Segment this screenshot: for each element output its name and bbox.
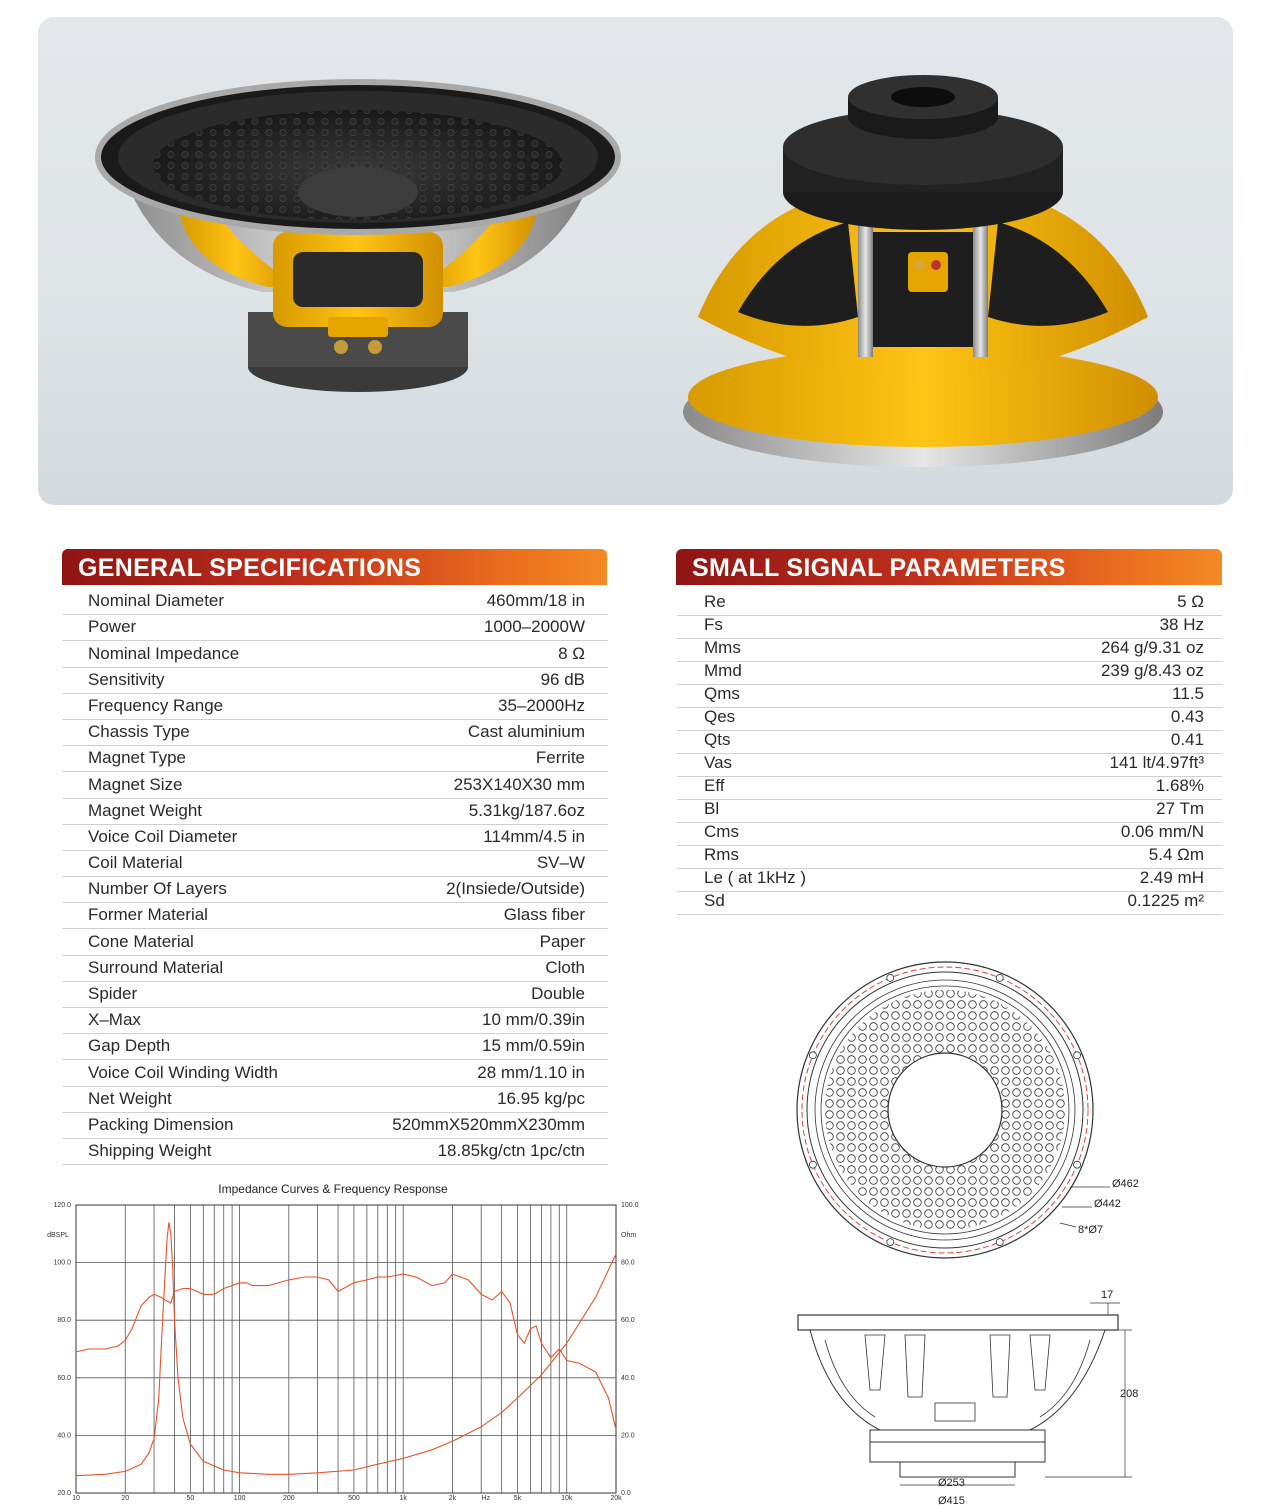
frequency-response-curve (76, 1274, 616, 1430)
dim-height: 208 (1120, 1388, 1139, 1400)
spec-label: Net Weight (88, 1088, 172, 1108)
spec-label: Mms (704, 638, 741, 657)
general-spec-row (63, 668, 608, 694)
x-tick-label: 50 (186, 1495, 195, 1502)
spec-value: 10 mm/0.39in (482, 1010, 585, 1030)
spec-label: Nominal Impedance (88, 643, 240, 663)
spec-label: Chassis Type (88, 722, 190, 742)
spec-label: X–Max (88, 1010, 141, 1030)
spec-label: Mmd (704, 661, 742, 680)
spec-label: Cms (704, 822, 739, 841)
spec-value: 0.43 (1170, 707, 1204, 726)
spec-label: Former Material (88, 905, 208, 925)
general-spec-row (63, 799, 608, 825)
x-tick-label: 200 (282, 1495, 295, 1502)
spec-label: Surround Material (88, 957, 224, 977)
spec-label: Bl (704, 799, 720, 818)
mount-hole (996, 1239, 1003, 1246)
mount-hole (809, 1161, 816, 1168)
spec-value: 5.31kg/187.6oz (468, 800, 585, 820)
spec-label: Magnet Weight (88, 800, 203, 820)
mount-hole (1074, 1161, 1081, 1168)
general-spec-row (63, 772, 608, 798)
small-signal-row (677, 616, 1222, 639)
general-spec-row (63, 851, 608, 877)
plot-frame (76, 1205, 616, 1493)
spec-label: Shipping Weight (88, 1141, 212, 1161)
spec-value: 96 dB (540, 669, 585, 689)
spec-value: Glass fiber (503, 905, 585, 925)
spec-value: 28 mm/1.10 in (477, 1062, 585, 1082)
spec-value: 141 lt/4.97ft³ (1109, 753, 1204, 772)
small-signal-header: SMALL SIGNAL PARAMETERS (676, 549, 1222, 585)
spec-value: 0.41 (1170, 730, 1204, 749)
general-spec-row (63, 615, 608, 641)
speaker-photos (38, 17, 1233, 505)
y-right-tick-label: 60.0 (621, 1317, 635, 1325)
top-view-svg (780, 955, 1160, 1275)
spec-label: Qms (704, 684, 740, 703)
spec-value: Ferrite (535, 748, 585, 768)
y-right-tick-label: 0.0 (621, 1490, 631, 1497)
spec-value: 460mm/18 in (486, 591, 585, 611)
y-left-tick-label: 120.0 (53, 1202, 71, 1209)
small-signal-row (677, 869, 1222, 892)
spec-label: Qes (704, 707, 736, 726)
spec-value: 5.4 Ωm (1148, 845, 1204, 864)
mount-hole (809, 1052, 816, 1059)
response-chart-svg (40, 1175, 650, 1500)
spec-label: Eff (704, 776, 725, 795)
spec-label: Fs (704, 615, 723, 634)
spec-value: SV–W (536, 853, 585, 873)
spec-label: Le ( at 1kHz ) (704, 868, 807, 887)
small-signal-row (677, 823, 1222, 846)
spec-value: 520mmX520mmX230mm (392, 1114, 585, 1134)
small-signal-row (677, 731, 1222, 754)
small-signal-row (677, 777, 1222, 800)
y-left-axis-label: dBSPL (47, 1231, 69, 1239)
spec-label: Magnet Size (88, 774, 183, 794)
spec-value: 2.49 mH (1139, 868, 1204, 887)
impedance-curve (76, 1222, 616, 1475)
spec-label: Sensitivity (88, 669, 165, 689)
y-left-tick-label: 60.0 (57, 1374, 71, 1382)
small-signal-row (677, 846, 1222, 869)
y-right-axis-label: Ohm (621, 1231, 637, 1239)
spec-value: 11.5 (1172, 684, 1204, 703)
spec-value: 18.85kg/ctn 1pc/ctn (437, 1141, 585, 1161)
general-spec-row (63, 877, 608, 903)
small-signal-row (677, 639, 1222, 662)
dim-d462: Ø462 (1112, 1178, 1139, 1190)
spec-value: 15 mm/0.59in (482, 1036, 585, 1056)
general-spec-row (63, 903, 608, 929)
general-specs-table (63, 589, 608, 1165)
spec-value: 27 Tm (1156, 799, 1204, 818)
small-signal-row (677, 754, 1222, 777)
side-view-drawing (790, 1285, 1160, 1505)
x-tick-label: 100 (233, 1495, 246, 1502)
spec-value: 1000–2000W (483, 617, 585, 637)
side-view-svg (790, 1285, 1160, 1505)
general-spec-row (63, 929, 608, 955)
general-spec-row (63, 1008, 608, 1034)
x-tick-label: 2k (448, 1495, 457, 1502)
spec-value: 2(Insiede/Outside) (446, 879, 585, 899)
y-right-tick-label: 80.0 (621, 1259, 635, 1267)
spec-label: Re (704, 592, 726, 611)
general-spec-row (63, 720, 608, 746)
speaker-rear-view (683, 75, 1163, 467)
y-right-tick-label: 20.0 (621, 1432, 635, 1440)
spec-label: Vas (704, 753, 733, 772)
y-left-tick-label: 20.0 (57, 1490, 71, 1497)
spec-label: Number Of Layers (88, 879, 227, 899)
y-left-tick-label: 100.0 (53, 1259, 71, 1267)
mount-hole (1074, 1052, 1081, 1059)
general-spec-row (63, 694, 608, 720)
x-tick-label: 1k (399, 1495, 407, 1502)
spec-label: Coil Material (88, 853, 183, 873)
chart-title: Impedance Curves & Frequency Response (218, 1182, 448, 1196)
spec-value: Double (531, 984, 585, 1003)
top-view-drawing (780, 955, 1160, 1275)
spec-value: 8 Ω (558, 643, 585, 663)
terminal (935, 1403, 975, 1421)
y-left-tick-label: 80.0 (57, 1317, 71, 1325)
dim-d415: Ø415 (938, 1495, 965, 1505)
x-tick-label: 20 (121, 1495, 130, 1502)
general-spec-row (63, 641, 608, 667)
spec-value: 16.95 kg/pc (497, 1088, 585, 1108)
spec-value: 38 Hz (1159, 615, 1204, 634)
spec-value: 239 g/8.43 oz (1100, 661, 1204, 680)
spec-value: Paper (539, 931, 585, 951)
x-tick-label: 5k (513, 1495, 522, 1502)
small-signal-table (677, 593, 1222, 915)
spec-value: 0.1225 m² (1127, 891, 1204, 910)
center-opening (888, 1053, 1002, 1167)
spec-label: Nominal Diameter (88, 591, 225, 611)
speaker-front-view (98, 82, 618, 392)
response-chart (40, 1175, 650, 1500)
general-spec-row (63, 1113, 608, 1139)
small-signal-row (677, 685, 1222, 708)
spec-label: Rms (704, 845, 739, 864)
spec-value: 114mm/4.5 in (483, 826, 585, 846)
spec-label: Spider (88, 984, 138, 1003)
general-spec-row (63, 1139, 608, 1165)
mount-hole (887, 974, 894, 981)
x-tick-label: 500 (348, 1495, 360, 1502)
small-signal-row (677, 892, 1222, 915)
general-spec-row (63, 1060, 608, 1086)
spec-label: Packing Dimension (88, 1114, 234, 1134)
dim-d442: Ø442 (1094, 1198, 1121, 1210)
spec-label: Voice Coil Diameter (88, 826, 238, 846)
general-specs-header: GENERAL SPECIFICATIONS (62, 549, 607, 585)
general-spec-row (63, 1087, 608, 1113)
general-spec-row (63, 746, 608, 772)
spec-label: Gap Depth (88, 1036, 171, 1056)
general-spec-row (63, 982, 608, 1008)
product-photo-panel (38, 17, 1233, 505)
dim-flange: 17 (1101, 1289, 1114, 1301)
spec-label: Magnet Type (88, 748, 186, 768)
x-axis-label: Hz (481, 1495, 491, 1502)
x-tick-label: 10 (72, 1495, 80, 1502)
x-tick-label: 20k (610, 1495, 622, 1502)
general-spec-row (63, 1034, 608, 1060)
dim-holes: 8*Ø7 (1078, 1224, 1104, 1236)
general-spec-row (63, 589, 608, 615)
spec-value: 0.06 mm/N (1120, 822, 1204, 841)
small-signal-row (677, 800, 1222, 823)
mount-hole (887, 1239, 894, 1246)
spec-value: 1.68% (1155, 776, 1204, 795)
mount-hole (996, 974, 1003, 981)
general-spec-row (63, 956, 608, 982)
spec-label: Cone Material (88, 931, 194, 951)
spec-label: Voice Coil Winding Width (88, 1062, 278, 1082)
dim-d253: Ø253 (938, 1477, 965, 1489)
spec-label: Qts (704, 730, 731, 749)
y-right-tick-label: 100.0 (621, 1202, 639, 1209)
spec-label: Sd (704, 891, 725, 910)
spec-label: Frequency Range (88, 695, 224, 715)
x-tick-label: 10k (561, 1495, 573, 1502)
spec-value: 253X140X30 mm (453, 774, 585, 794)
small-signal-row (677, 662, 1222, 685)
small-signal-row (677, 708, 1222, 731)
y-right-tick-label: 40.0 (621, 1374, 635, 1382)
spec-label: Power (88, 617, 137, 637)
spec-value: Cast aluminium (467, 722, 585, 742)
spec-value: 264 g/9.31 oz (1100, 638, 1204, 657)
y-left-tick-label: 40.0 (57, 1432, 71, 1440)
spec-value: 5 Ω (1177, 592, 1204, 611)
flange (798, 1315, 1118, 1330)
spec-value: Cloth (545, 957, 585, 977)
spec-value: 35–2000Hz (498, 695, 585, 715)
small-signal-row (677, 593, 1222, 616)
general-spec-row (63, 825, 608, 851)
